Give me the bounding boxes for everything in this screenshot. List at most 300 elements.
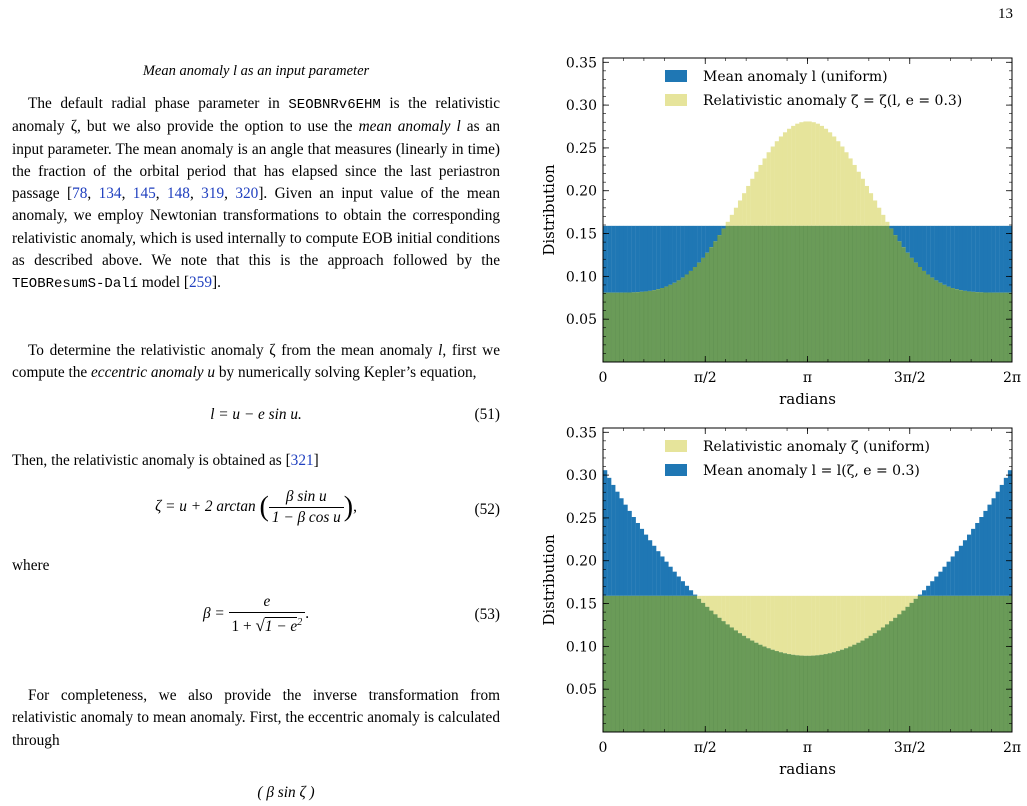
- histogram-bar-overlap: [660, 596, 664, 732]
- histogram-bar-excess: [767, 596, 771, 648]
- histogram-bar-excess: [951, 556, 955, 595]
- citation-link[interactable]: 259: [189, 274, 212, 292]
- histogram-bar-excess: [881, 596, 885, 628]
- histogram-bar-excess: [623, 505, 627, 596]
- histogram-bar-excess: [979, 517, 983, 596]
- histogram-bar-excess: [918, 595, 922, 596]
- histogram-bar-excess: [705, 596, 709, 607]
- histogram-bar-excess: [787, 129, 791, 226]
- histogram-bar-overlap: [951, 288, 955, 362]
- histogram-bar-overlap: [795, 655, 799, 732]
- histogram-bar-excess: [930, 581, 934, 596]
- text-run: ]: [313, 452, 319, 469]
- histogram-bar-overlap: [799, 226, 803, 362]
- histogram-bar-overlap: [865, 226, 869, 362]
- histogram-bar-excess: [771, 147, 775, 226]
- histogram-bar-overlap: [832, 226, 836, 362]
- histogram-bar-overlap: [914, 263, 918, 362]
- histogram-bar-overlap: [996, 596, 1000, 732]
- text-run: model [: [138, 274, 190, 292]
- x-axis-label: radians: [779, 390, 836, 408]
- histogram-bar-overlap: [938, 596, 942, 732]
- histogram-bar-overlap: [987, 293, 991, 362]
- histogram-bar-overlap: [799, 656, 803, 732]
- histogram-bar-overlap: [996, 293, 1000, 362]
- histogram-bar-excess: [656, 551, 660, 596]
- y-tick-label: 0.20: [565, 183, 597, 200]
- histogram-bar-excess: [742, 193, 746, 226]
- histogram-bar-overlap: [656, 596, 660, 732]
- histogram-bar-overlap: [877, 226, 881, 362]
- histogram-bar-overlap: [889, 229, 893, 362]
- histogram-bar-overlap: [689, 596, 693, 732]
- histogram-bar-excess: [734, 596, 738, 631]
- histogram-bar-excess: [713, 596, 717, 614]
- histogram-bar-overlap: [959, 596, 963, 732]
- equation-53: β = $\frac{e}{1 + √1 - e^2}$ . (53): [202, 593, 500, 636]
- histogram-bar-overlap: [677, 596, 681, 732]
- histogram-bar-overlap: [734, 226, 738, 362]
- histogram-bar-overlap: [955, 289, 959, 362]
- histogram-bar-excess: [951, 226, 955, 288]
- histogram-bar-overlap: [873, 226, 877, 362]
- citation-link[interactable]: 145: [132, 185, 156, 203]
- histogram-bar-excess: [889, 596, 893, 621]
- histogram-bar-overlap: [889, 621, 893, 732]
- histogram-bar-overlap: [652, 290, 656, 362]
- code-name: SEOBNRv6EHM: [288, 97, 381, 113]
- histogram-bar-overlap: [914, 599, 918, 732]
- histogram-bar-excess: [636, 523, 640, 596]
- x-tick-label: 3π/2: [893, 740, 926, 756]
- histogram-bar-overlap: [791, 655, 795, 732]
- legend-entry: Mean anomaly l (uniform): [703, 69, 888, 85]
- histogram-bar-excess: [648, 540, 652, 596]
- legend-swatch: [665, 464, 687, 476]
- citation-link[interactable]: 78: [72, 185, 88, 203]
- histogram-bar-excess: [730, 596, 734, 628]
- where-text: where: [12, 557, 50, 574]
- histogram-bar-excess: [677, 577, 681, 596]
- histogram-bar-overlap: [812, 226, 816, 362]
- histogram-bar-excess: [791, 126, 795, 226]
- histogram-bar-overlap: [897, 614, 901, 732]
- histogram-bar-overlap: [844, 648, 848, 732]
- code-name: TEOBResumS-Dalí: [12, 276, 139, 293]
- text-run: For completeness, we also provide the inverse transformation from relativistic anomaly to mean anomaly. First, the eccentric anomaly is calculated through: [12, 687, 500, 749]
- y-tick-label: 0.10: [565, 639, 597, 656]
- emphasis: mean anomaly l: [358, 118, 461, 136]
- histogram-bar-excess: [697, 596, 701, 599]
- histogram-bar-excess: [828, 596, 832, 653]
- histogram-bar-excess: [971, 529, 975, 596]
- histogram-bar-overlap: [685, 274, 689, 362]
- histogram-bar-overlap: [607, 596, 611, 732]
- histogram-bar-excess: [963, 540, 967, 596]
- histogram-bar-overlap: [951, 596, 955, 732]
- histogram-bar-overlap: [623, 293, 627, 362]
- histogram-bar-overlap: [869, 226, 873, 362]
- histogram-bar-excess: [640, 529, 644, 596]
- histogram-bar-excess: [652, 226, 656, 290]
- histogram-bar-excess: [795, 124, 799, 226]
- legend-swatch: [665, 70, 687, 82]
- histogram-bar-excess: [628, 511, 632, 596]
- histogram-bar-excess: [820, 126, 824, 226]
- histogram-bar-overlap: [918, 596, 922, 732]
- histogram-bar-overlap: [603, 596, 607, 732]
- histogram-bar-excess: [693, 226, 697, 267]
- histogram-bar-excess: [852, 165, 856, 226]
- histogram-bar-overlap: [681, 596, 685, 732]
- histogram-bar-overlap: [926, 596, 930, 732]
- histogram-bar-excess: [763, 596, 767, 647]
- histogram-bar-excess: [705, 226, 709, 253]
- histogram-bar-overlap: [959, 290, 963, 362]
- histogram-bar-overlap: [975, 596, 979, 732]
- histogram-bar-excess: [828, 132, 832, 226]
- histogram-bar-overlap: [828, 653, 832, 732]
- histogram-bar-overlap: [758, 226, 762, 362]
- histogram-bar-excess: [955, 551, 959, 596]
- x-tick-label: 2π: [1002, 370, 1022, 386]
- histogram-bar-excess: [889, 226, 893, 229]
- y-tick-label: 0.35: [565, 55, 597, 72]
- x-tick-label: π: [802, 740, 813, 756]
- histogram-bar-overlap: [930, 596, 934, 732]
- histogram-bar-overlap: [644, 596, 648, 732]
- histogram-bar-excess: [922, 590, 926, 596]
- histogram-bar-excess: [963, 226, 967, 291]
- histogram-bar-excess: [689, 590, 693, 596]
- histogram-bar-excess: [689, 226, 693, 271]
- histogram-bar-overlap: [611, 293, 615, 362]
- histogram-bar-excess: [611, 485, 615, 596]
- histogram-bar-excess: [664, 562, 668, 596]
- histogram-bar-overlap: [767, 648, 771, 732]
- histogram-bar-overlap: [918, 267, 922, 362]
- histogram-bar-overlap: [1004, 293, 1008, 362]
- citation-link[interactable]: 134: [98, 185, 122, 203]
- histogram-bar-overlap: [636, 596, 640, 732]
- histogram-bar-overlap: [648, 291, 652, 362]
- legend-entry: Relativistic anomaly ζ (uniform): [703, 439, 931, 455]
- histogram-bar-overlap: [685, 596, 689, 732]
- histogram-bar-overlap: [668, 596, 672, 732]
- histogram-bar-excess: [771, 596, 775, 650]
- histogram-bar-overlap: [644, 291, 648, 362]
- histogram-bar-excess: [959, 546, 963, 596]
- histogram-bar-overlap: [922, 596, 926, 732]
- histogram-bar-excess: [881, 215, 885, 226]
- histogram-bar-overlap: [844, 226, 848, 362]
- citation-link[interactable]: 320: [235, 185, 259, 203]
- histogram-bar-excess: [934, 577, 938, 596]
- histogram-bar-overlap: [718, 235, 722, 362]
- legend-swatch: [665, 94, 687, 106]
- histogram-bar-excess: [971, 226, 975, 292]
- histogram-bar-overlap: [763, 647, 767, 732]
- histogram-bar-excess: [791, 596, 795, 655]
- text-run: , first we compute the: [12, 342, 500, 382]
- histogram-bar-overlap: [877, 630, 881, 732]
- histogram-bar-excess: [799, 122, 803, 226]
- histogram-bar-overlap: [902, 611, 906, 732]
- histogram-bar-excess: [718, 226, 722, 235]
- histogram-bar-overlap: [824, 654, 828, 732]
- histogram-bar-excess: [1004, 478, 1008, 596]
- histogram-bar-overlap: [705, 607, 709, 732]
- histogram-bar-overlap: [754, 226, 758, 362]
- histogram-bar-excess: [992, 498, 996, 596]
- histogram-bar-excess: [1000, 485, 1004, 596]
- histogram-bar-overlap: [947, 596, 951, 732]
- histogram-bar-overlap: [775, 651, 779, 732]
- citation-link[interactable]: 319: [201, 185, 225, 203]
- histogram-bar-overlap: [681, 278, 685, 362]
- histogram-bar-excess: [779, 596, 783, 652]
- histogram-bar-overlap: [750, 226, 754, 362]
- histogram-bar-overlap: [636, 292, 640, 362]
- histogram-bar-excess: [615, 492, 619, 596]
- histogram-bar-excess: [632, 226, 636, 293]
- histogram-bar-excess: [775, 596, 779, 651]
- histogram-bar-excess: [987, 505, 991, 596]
- histogram-bar-excess: [640, 226, 644, 292]
- y-tick-label: 0.10: [565, 269, 597, 286]
- histogram-bar-overlap: [718, 618, 722, 732]
- histogram-bar-overlap: [906, 253, 910, 362]
- histogram-bar-excess: [775, 141, 779, 226]
- histogram-bar-overlap: [771, 650, 775, 732]
- histogram-bar-overlap: [750, 641, 754, 732]
- histogram-bar-overlap: [664, 596, 668, 732]
- histogram-bar-excess: [906, 226, 910, 253]
- x-tick-label: π/2: [693, 740, 717, 756]
- histogram-bar-excess: [865, 186, 869, 226]
- histogram-bar-overlap: [632, 596, 636, 732]
- histogram-bar-excess: [808, 596, 812, 656]
- histogram-bar-overlap: [603, 293, 607, 362]
- histogram-bar-overlap: [742, 226, 746, 362]
- histogram-bar-overlap: [808, 226, 812, 362]
- histogram-bar-overlap: [640, 292, 644, 362]
- x-tick-label: π/2: [693, 370, 717, 386]
- histogram-bar-overlap: [832, 652, 836, 732]
- histogram-bar-overlap: [873, 633, 877, 732]
- histogram-bar-overlap: [787, 226, 791, 362]
- histogram-bar-excess: [652, 546, 656, 596]
- histogram-bar-excess: [607, 226, 611, 293]
- histogram-bar-excess: [628, 226, 632, 293]
- histogram-bar-overlap: [869, 636, 873, 732]
- histogram-bar-overlap: [1000, 596, 1004, 732]
- histogram-bar-overlap: [992, 293, 996, 362]
- histogram-bar-overlap: [791, 226, 795, 362]
- histogram-bar-overlap: [730, 226, 734, 362]
- text-run: ,: [224, 185, 236, 203]
- histogram-bar-excess: [885, 596, 889, 625]
- histogram-bar-overlap: [816, 226, 820, 362]
- y-tick-label: 0.15: [565, 226, 597, 243]
- emphasis: eccentric anomaly u: [91, 364, 216, 382]
- histogram-bar-overlap: [709, 247, 713, 362]
- histogram-bar-excess: [673, 572, 677, 596]
- histogram-bar-overlap: [1000, 293, 1004, 362]
- histogram-bar-excess: [996, 226, 1000, 293]
- histogram-bar-overlap: [783, 226, 787, 362]
- histogram-bar-overlap: [881, 226, 885, 362]
- histogram-bar-excess: [742, 596, 746, 636]
- histogram-bar-excess: [812, 596, 816, 656]
- histogram-bar-overlap: [803, 656, 807, 732]
- histogram-bar-excess: [848, 596, 852, 647]
- text-run: ].: [211, 274, 221, 292]
- histogram-bar-excess: [767, 152, 771, 226]
- histogram-bar-excess: [959, 226, 963, 290]
- histogram-bar-excess: [726, 222, 730, 226]
- histogram-bar-excess: [718, 596, 722, 618]
- histogram-bar-excess: [648, 226, 652, 291]
- y-axis-label: Distribution: [540, 534, 558, 626]
- histogram-bar-overlap: [648, 596, 652, 732]
- histogram-bar-excess: [812, 122, 816, 226]
- histogram-bar-overlap: [607, 293, 611, 362]
- histogram-bar-overlap: [992, 596, 996, 732]
- text-run: Then, the relativistic anomaly is obtained as [: [12, 452, 291, 469]
- histogram-bar-excess: [865, 596, 869, 638]
- histogram-bar-excess: [820, 596, 824, 655]
- text-run: by numerically solving Kepler’s equation,: [215, 364, 477, 382]
- histogram-bar-excess: [844, 596, 848, 648]
- histogram-bar-overlap: [795, 226, 799, 362]
- citation-link[interactable]: 148: [166, 185, 190, 203]
- x-tick-label: π: [802, 370, 813, 386]
- histogram-bar-overlap: [971, 292, 975, 362]
- histogram-bar-excess: [611, 226, 615, 293]
- histogram-bar-excess: [750, 596, 754, 641]
- histogram-bar-excess: [836, 596, 840, 651]
- histogram-bar-overlap: [656, 289, 660, 362]
- histogram-bar-excess: [636, 226, 640, 292]
- x-axis-label: radians: [779, 760, 836, 778]
- histogram-bar-overlap: [779, 226, 783, 362]
- page-number: 13: [998, 6, 1013, 22]
- histogram-bar-excess: [754, 172, 758, 226]
- histogram-bar-excess: [983, 511, 987, 596]
- histogram-bar-excess: [947, 226, 951, 287]
- histogram-bar-excess: [869, 193, 873, 226]
- histogram-bar-overlap: [824, 226, 828, 362]
- citation-link[interactable]: 321: [290, 452, 314, 469]
- histogram-bar-excess: [734, 208, 738, 226]
- histogram-bar-overlap: [775, 226, 779, 362]
- histogram-bar-excess: [832, 596, 836, 652]
- histogram-bar-overlap: [852, 226, 856, 362]
- histogram-bar-excess: [914, 226, 918, 263]
- histogram-bar-overlap: [861, 226, 865, 362]
- histogram-bar-excess: [1004, 226, 1008, 293]
- histogram-bar-overlap: [910, 603, 914, 732]
- histogram-bar-excess: [644, 226, 648, 292]
- histogram-bar-overlap: [628, 596, 632, 732]
- histogram-bar-overlap: [742, 636, 746, 732]
- histogram-bar-excess: [947, 562, 951, 596]
- histogram-bar-overlap: [677, 280, 681, 362]
- histogram-bar-excess: [746, 596, 750, 638]
- histogram-bar-overlap: [713, 241, 717, 362]
- histogram-bar-overlap: [746, 638, 750, 732]
- histogram-bar-overlap: [746, 226, 750, 362]
- histogram-bar-excess: [1000, 226, 1004, 293]
- y-tick-label: 0.30: [565, 98, 597, 115]
- histogram-bar-excess: [795, 596, 799, 655]
- histogram-bar-excess: [926, 586, 930, 596]
- histogram-bar-excess: [668, 567, 672, 596]
- histogram-bar-excess: [681, 581, 685, 596]
- legend-entry: Relativistic anomaly ζ = ζ(l, e = 0.3): [703, 93, 963, 109]
- histogram-bar-excess: [803, 596, 807, 656]
- histogram-bar-excess: [857, 172, 861, 226]
- text-run: ,: [87, 185, 99, 203]
- histogram-bar-overlap: [673, 596, 677, 732]
- text-run: To determine the relativistic anomaly ζ from the mean anomaly: [28, 342, 439, 359]
- paragraph-eccentric-anomaly: [12, 340, 500, 385]
- histogram-bar-excess: [992, 226, 996, 293]
- histogram-bar-excess: [910, 596, 914, 603]
- histogram-bar-excess: [893, 226, 897, 235]
- text-run: ,: [155, 185, 167, 203]
- histogram-bar-overlap: [910, 258, 914, 362]
- histogram-bar-overlap: [857, 226, 861, 362]
- histogram-bar-overlap: [660, 288, 664, 362]
- histogram-bar-overlap: [726, 226, 730, 362]
- y-tick-label: 0.25: [565, 140, 597, 157]
- histogram-bar-excess: [979, 226, 983, 293]
- histogram-bar-excess: [857, 596, 861, 643]
- histogram-bar-overlap: [611, 596, 615, 732]
- histogram-bar-excess: [623, 226, 627, 293]
- histogram-bar-overlap: [664, 287, 668, 362]
- histogram-bar-excess: [750, 179, 754, 226]
- histogram-bar-excess: [840, 596, 844, 650]
- histogram-bar-excess: [893, 596, 897, 618]
- histogram-bar-excess: [906, 596, 910, 607]
- histogram-bar-excess: [779, 136, 783, 225]
- histogram-bar-excess: [877, 208, 881, 226]
- histogram-mean-to-relativistic: [528, 50, 1023, 410]
- histogram-bar-excess: [816, 124, 820, 226]
- text-run: is the relativistic anomaly ζ, but we also provide the option to use the: [12, 95, 500, 136]
- histogram-bar-excess: [656, 226, 660, 289]
- histogram-bar-overlap: [975, 292, 979, 362]
- histogram-bar-excess: [730, 215, 734, 226]
- histogram-bar-overlap: [885, 624, 889, 732]
- x-tick-label: 0: [598, 740, 608, 756]
- text-run: ,: [121, 185, 133, 203]
- histogram-bar-excess: [852, 596, 856, 645]
- histogram-bar-overlap: [697, 599, 701, 732]
- histogram-bar-overlap: [758, 645, 762, 732]
- histogram-bar-overlap: [922, 271, 926, 362]
- histogram-bar-overlap: [730, 627, 734, 732]
- x-tick-label: 0: [598, 370, 608, 386]
- histogram-bar-overlap: [628, 292, 632, 362]
- histogram-bar-excess: [816, 596, 820, 655]
- histogram-bar-excess: [619, 226, 623, 293]
- histogram-bar-overlap: [632, 292, 636, 362]
- histogram-bar-overlap: [938, 283, 942, 362]
